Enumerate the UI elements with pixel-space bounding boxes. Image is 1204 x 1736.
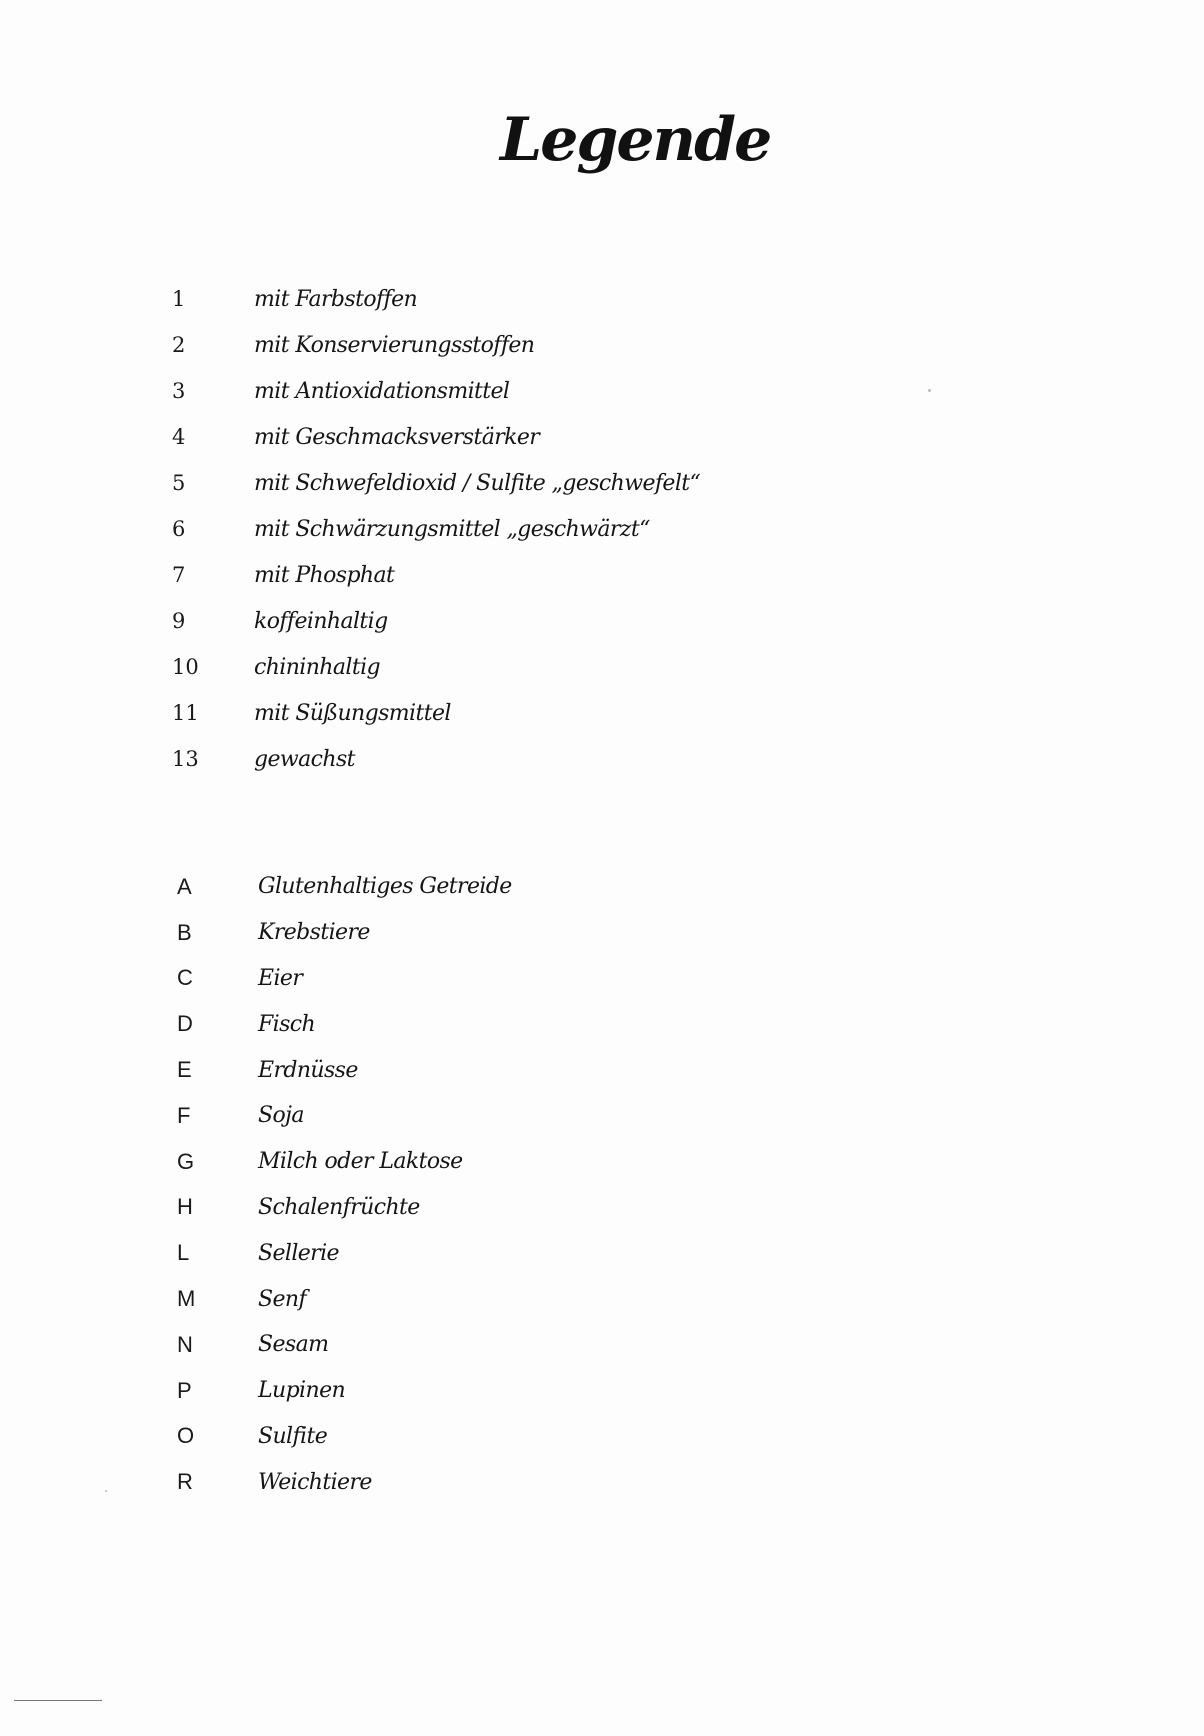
allergen-code: N — [177, 1331, 193, 1357]
additive-code: 2 — [172, 333, 186, 357]
allergen-label: Soja — [258, 1103, 304, 1129]
allergen-label: Eier — [258, 965, 303, 991]
allergen-label: Glutenhaltiges Getreide — [258, 874, 512, 900]
allergen-label: Sellerie — [258, 1240, 339, 1266]
additive-code: 13 — [172, 747, 199, 771]
allergen-code: R — [177, 1469, 193, 1495]
list-item — [0, 276, 1204, 322]
list-item — [0, 736, 1204, 782]
allergen-code: O — [177, 1423, 195, 1449]
allergen-code: C — [177, 965, 193, 991]
list-item — [0, 368, 1204, 414]
allergen-label: Lupinen — [258, 1378, 346, 1404]
additive-label: mit Antioxidationsmittel — [254, 378, 510, 404]
scan-edge-mark — [14, 1700, 102, 1701]
list-item — [0, 1322, 1204, 1368]
allergen-label: Fisch — [258, 1011, 316, 1037]
allergen-code: H — [177, 1194, 193, 1220]
allergen-label: Senf — [258, 1286, 307, 1312]
list-item — [0, 1414, 1204, 1460]
additive-label: mit Schwärzungsmittel „geschwärzt“ — [254, 516, 650, 542]
allergen-code: E — [177, 1057, 192, 1083]
additive-code: 1 — [172, 287, 186, 311]
additive-code: 4 — [172, 425, 186, 449]
allergen-label: Krebstiere — [258, 920, 370, 946]
list-item — [0, 1093, 1204, 1139]
allergen-label: Weichtiere — [258, 1469, 372, 1495]
list-item — [0, 598, 1204, 644]
list-item — [0, 1368, 1204, 1414]
additive-label: mit Farbstoffen — [254, 286, 418, 312]
list-item — [0, 322, 1204, 368]
allergen-label: Erdnüsse — [258, 1057, 358, 1083]
additive-code: 5 — [172, 471, 186, 495]
list-item — [0, 690, 1204, 736]
additive-label: gewachst — [254, 746, 355, 772]
list-item — [0, 956, 1204, 1002]
additive-label: mit Süßungsmittel — [254, 700, 451, 726]
list-item — [0, 460, 1204, 506]
additive-label: mit Konservierungsstoffen — [254, 332, 535, 358]
list-item — [0, 1276, 1204, 1322]
list-item — [0, 552, 1204, 598]
list-item — [0, 1047, 1204, 1093]
allergens-list — [0, 864, 1204, 1505]
additive-code: 10 — [172, 655, 199, 679]
list-item — [0, 414, 1204, 460]
allergen-code: B — [177, 919, 192, 945]
list-item — [0, 1139, 1204, 1185]
additive-label: koffeinhaltig — [254, 608, 388, 634]
list-item — [0, 644, 1204, 690]
list-item — [0, 506, 1204, 552]
additive-label: mit Phosphat — [254, 562, 395, 588]
list-item — [0, 1230, 1204, 1276]
scan-speck — [928, 389, 931, 392]
allergen-label: Sulfite — [258, 1423, 328, 1449]
allergen-code: A — [177, 873, 192, 899]
allergen-label: Schalenfrüchte — [258, 1194, 420, 1220]
allergen-code: P — [177, 1377, 192, 1403]
additive-code: 7 — [172, 563, 186, 587]
allergen-code: G — [177, 1148, 195, 1174]
page-title: Legende — [500, 105, 771, 175]
list-item — [0, 1459, 1204, 1505]
allergen-label: Milch oder Laktose — [258, 1149, 463, 1175]
allergen-code: D — [177, 1011, 193, 1037]
additive-code: 9 — [172, 609, 186, 633]
additive-label: mit Schwefeldioxid / Sulfite „geschwefelt“ — [254, 470, 701, 496]
scan-speck — [105, 1490, 107, 1492]
allergen-code: L — [177, 1240, 190, 1266]
list-item — [0, 910, 1204, 956]
list-item — [0, 1185, 1204, 1231]
additive-label: mit Geschmacksverstärker — [254, 424, 540, 450]
additive-code: 3 — [172, 379, 186, 403]
allergen-code: M — [177, 1286, 196, 1312]
list-item — [0, 1001, 1204, 1047]
additives-list — [0, 276, 1204, 782]
additive-code: 11 — [172, 701, 199, 725]
allergen-label: Sesam — [258, 1332, 329, 1358]
additive-code: 6 — [172, 517, 186, 541]
additive-label: chininhaltig — [254, 654, 380, 680]
allergen-code: F — [177, 1102, 191, 1128]
list-item — [0, 864, 1204, 910]
